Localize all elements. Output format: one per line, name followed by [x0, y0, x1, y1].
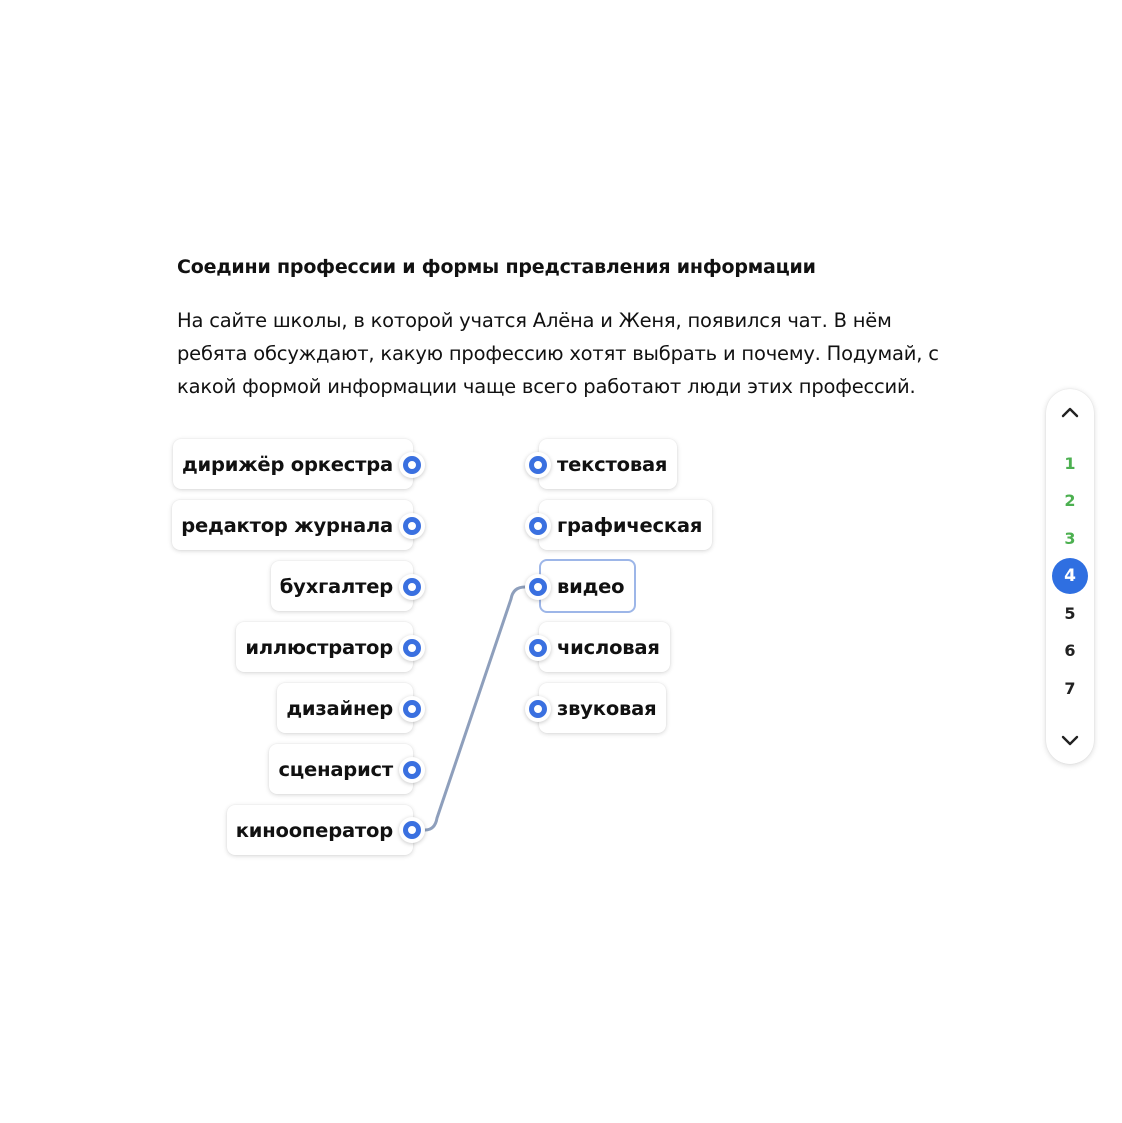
form-label: текстовая: [557, 452, 668, 476]
page-5[interactable]: 5: [1064, 604, 1076, 623]
profession-connector-screenwriter[interactable]: [399, 757, 425, 783]
profession-card-editor[interactable]: [172, 500, 413, 550]
profession-label: бухгалтер: [279, 574, 393, 598]
form-label: графическая: [557, 513, 703, 537]
form-connector-numeric[interactable]: [525, 635, 551, 661]
page-6[interactable]: 6: [1064, 641, 1076, 660]
form-card-numeric[interactable]: [539, 622, 670, 672]
profession-label: сценарист: [278, 757, 393, 781]
question-pager: [1046, 389, 1094, 764]
profession-label: кинооператор: [235, 818, 393, 842]
chevron-up-icon[interactable]: [1055, 397, 1085, 427]
form-connector-video[interactable]: [525, 574, 551, 600]
page-4-current[interactable]: 4: [1052, 558, 1088, 594]
page-7[interactable]: 7: [1064, 679, 1076, 698]
page-2[interactable]: 2: [1064, 491, 1076, 510]
form-card-sound[interactable]: [539, 683, 666, 733]
task-description: На сайте школы, в которой учатся Алёна и Женя, появился чат. В нём ребята обсуждают, какую профессию хотят выбрать и почему. Подумай, с какой формой информации чаще всего работают люди этих профессий.: [177, 309, 939, 398]
form-connector-text[interactable]: [525, 452, 551, 478]
profession-card-cameraman[interactable]: [227, 805, 413, 855]
profession-label: дизайнер: [286, 696, 393, 720]
profession-connector-designer[interactable]: [399, 696, 425, 722]
page-1[interactable]: 1: [1064, 454, 1076, 473]
profession-connector-illustrator[interactable]: [399, 635, 425, 661]
profession-connector-conductor[interactable]: [399, 452, 425, 478]
profession-card-conductor[interactable]: [173, 439, 413, 489]
profession-label: дирижёр оркестра: [181, 452, 393, 476]
task-title: Соедини профессии и формы представления информации: [177, 256, 816, 278]
profession-label: редактор журнала: [181, 513, 393, 537]
form-connector-sound[interactable]: [525, 696, 551, 722]
profession-connector-cameraman[interactable]: [399, 817, 425, 843]
profession-connector-editor[interactable]: [399, 513, 425, 539]
form-connector-graphic[interactable]: [525, 513, 551, 539]
page-3[interactable]: 3: [1064, 529, 1076, 548]
form-label: числовая: [557, 635, 660, 659]
form-label: звуковая: [557, 696, 657, 720]
connection-line: [425, 587, 525, 830]
form-card-video[interactable]: [539, 559, 636, 613]
profession-card-designer[interactable]: [277, 683, 413, 733]
form-card-graphic[interactable]: [539, 500, 712, 550]
chevron-down-icon[interactable]: [1055, 726, 1085, 756]
form-card-text[interactable]: [539, 439, 677, 489]
profession-label: иллюстратор: [245, 635, 393, 659]
profession-card-illustrator[interactable]: [236, 622, 413, 672]
profession-card-screenwriter[interactable]: [269, 744, 413, 794]
profession-card-accountant[interactable]: [271, 561, 413, 611]
form-label: видео: [557, 574, 625, 598]
profession-connector-accountant[interactable]: [399, 574, 425, 600]
